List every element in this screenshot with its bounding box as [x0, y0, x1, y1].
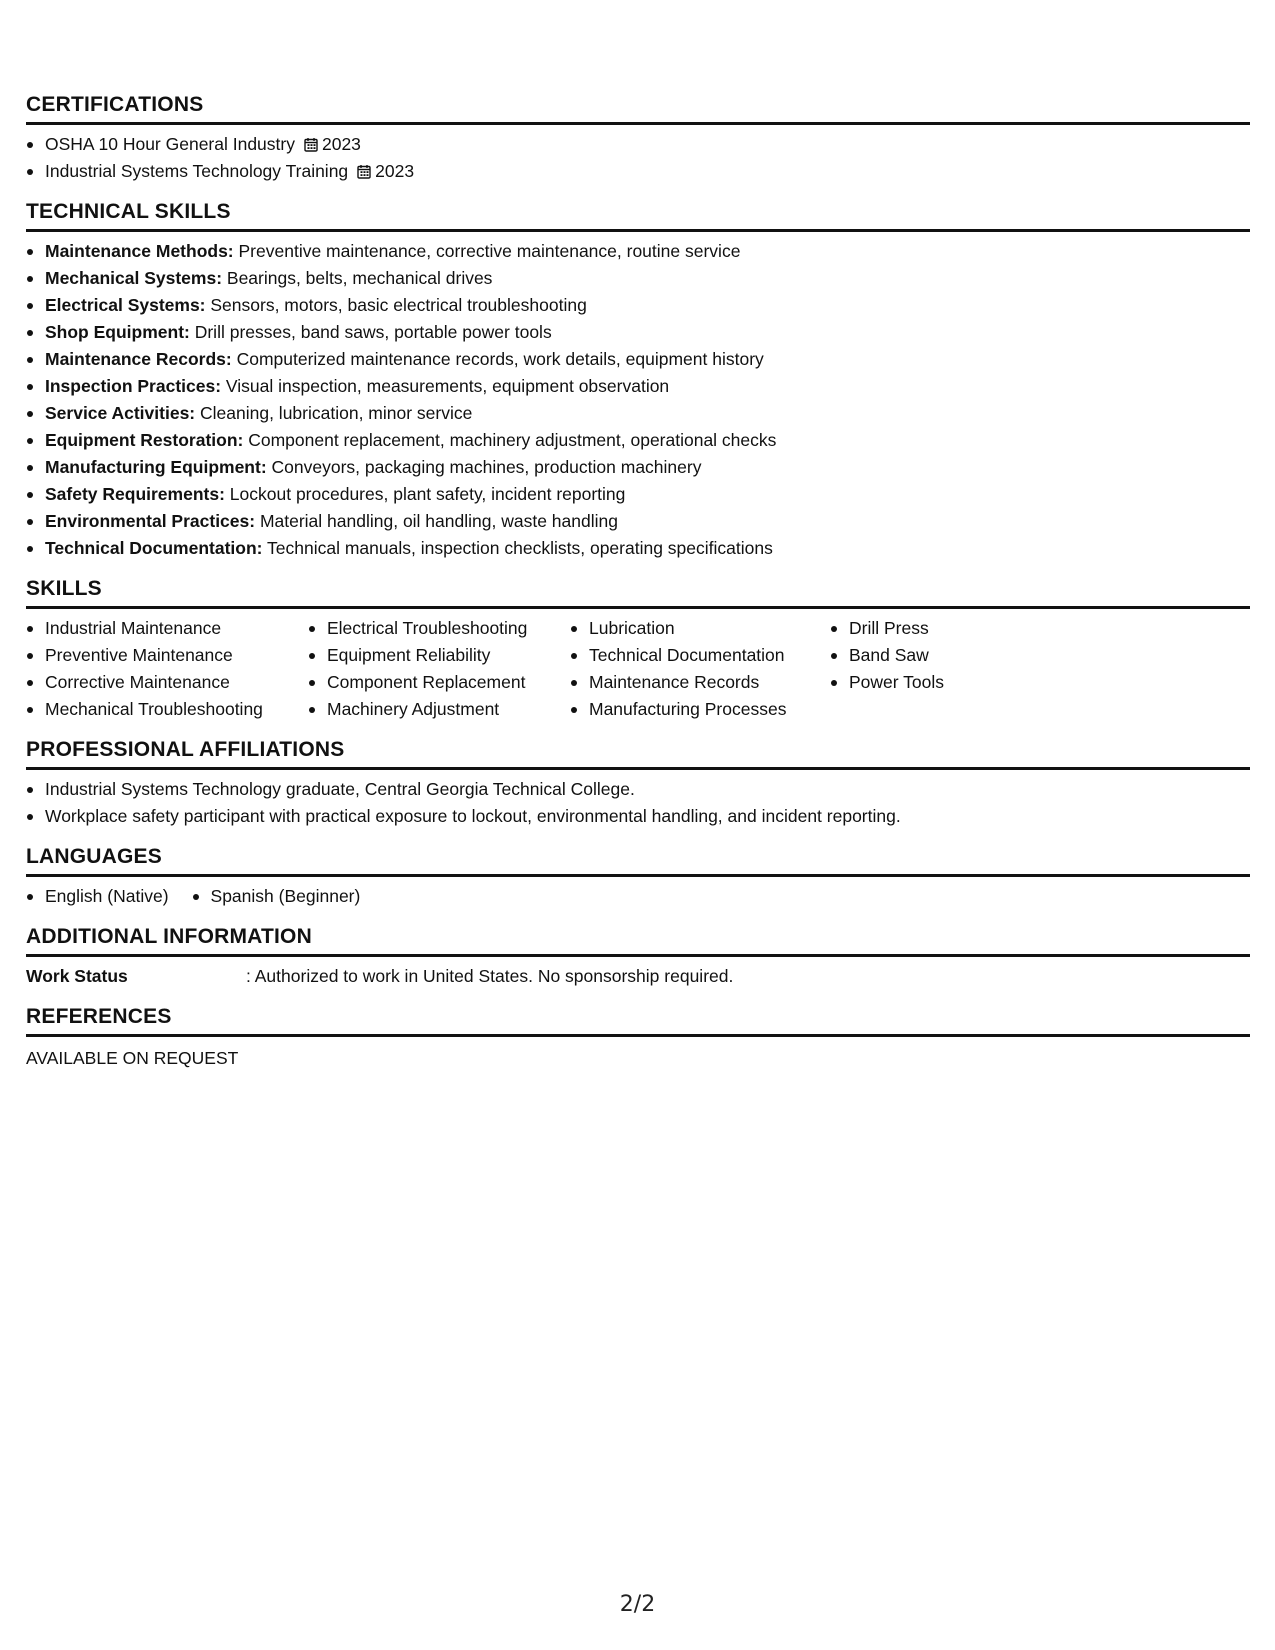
skill-category: Shop Equipment: [45, 322, 190, 342]
skill-details: Computerized maintenance records, work details, equipment history [231, 349, 764, 369]
skill-details: Preventive maintenance, corrective maintenance, routine service [233, 241, 741, 261]
list-item: Machinery Adjustment [308, 696, 570, 723]
work-status-value: : Authorized to work in United States. No sponsorship required. [246, 966, 734, 986]
skill-details: Visual inspection, measurements, equipment observation [221, 376, 670, 396]
skill-category: Service Activities: [45, 403, 196, 423]
skill-details: Technical manuals, inspection checklists, operating specifications [262, 538, 773, 558]
skills-column-2 [308, 615, 570, 723]
skill-category: Maintenance Methods: [45, 241, 234, 261]
list-item [26, 131, 1250, 158]
skill-details: Cleaning, lubrication, minor service [195, 403, 473, 423]
references-text: AVAILABLE ON REQUEST [26, 1048, 239, 1068]
list-item [26, 454, 1250, 481]
certifications-section [26, 92, 1250, 185]
list-item: Spanish (Beginner) [192, 883, 361, 910]
skill-category: Electrical Systems: [45, 295, 206, 315]
calendar-icon [357, 164, 371, 179]
certification-name: Industrial Systems Technology Training [45, 161, 349, 181]
list-item [26, 508, 1250, 535]
list-item: Drill Press [830, 615, 1050, 642]
list-item: English (Native) [26, 883, 169, 910]
certifications-list [26, 131, 1250, 185]
skill-category: Equipment Restoration: [45, 430, 244, 450]
skill-category: Safety Requirements: [45, 484, 225, 504]
affiliations-section [26, 737, 1250, 830]
skill-category: Mechanical Systems: [45, 268, 223, 288]
list-item: Manufacturing Processes [570, 696, 830, 723]
work-status-label: Work Status [26, 966, 128, 986]
list-item: Workplace safety participant with practical exposure to lockout, environmental handling, and incident reporting. [26, 803, 1250, 830]
skills-column-1 [26, 615, 308, 723]
list-item [26, 346, 1250, 373]
skill-category: Maintenance Records: [45, 349, 232, 369]
technical-skills-section [26, 199, 1250, 562]
skills-section [26, 576, 1250, 723]
list-item [26, 400, 1250, 427]
calendar-icon [304, 137, 318, 152]
skills-grid [26, 615, 1250, 723]
work-status-row [26, 963, 1250, 990]
resume-page [26, 92, 1250, 1086]
section-title-languages: LANGUAGES [26, 844, 1250, 877]
languages-list [26, 883, 1250, 910]
list-item [26, 265, 1250, 292]
list-item: Technical Documentation [570, 642, 830, 669]
list-item: Industrial Maintenance [26, 615, 308, 642]
skill-details: Sensors, motors, basic electrical troubleshooting [205, 295, 587, 315]
list-item [26, 373, 1250, 400]
list-item: Maintenance Records [570, 669, 830, 696]
list-item [26, 427, 1250, 454]
certification-name: OSHA 10 Hour General Industry [45, 134, 295, 154]
skill-details: Conveyors, packaging machines, production machinery [266, 457, 702, 477]
list-item: Component Replacement [308, 669, 570, 696]
skill-category: Manufacturing Equipment: [45, 457, 267, 477]
references-section [26, 1004, 1250, 1072]
list-item [26, 319, 1250, 346]
skills-column-3 [570, 615, 830, 723]
skill-details: Lockout procedures, plant safety, incident reporting [224, 484, 626, 504]
list-item: Band Saw [830, 642, 1050, 669]
skill-details: Component replacement, machinery adjustment, operational checks [243, 430, 777, 450]
list-item: Preventive Maintenance [26, 642, 308, 669]
list-item: Corrective Maintenance [26, 669, 308, 696]
list-item: Industrial Systems Technology graduate, Central Georgia Technical College. [26, 776, 1250, 803]
section-title-references: REFERENCES [26, 1004, 1250, 1037]
skills-column-4 [830, 615, 1050, 723]
skill-category: Inspection Practices: [45, 376, 222, 396]
certification-year: 2023 [321, 134, 361, 154]
list-item [26, 535, 1250, 562]
skill-details: Drill presses, band saws, portable power tools [189, 322, 552, 342]
additional-information-section [26, 924, 1250, 990]
list-item: Electrical Troubleshooting [308, 615, 570, 642]
certification-year: 2023 [375, 161, 415, 181]
skill-category: Technical Documentation: [45, 538, 263, 558]
skill-category: Environmental Practices: [45, 511, 256, 531]
section-title-certifications: CERTIFICATIONS [26, 92, 1250, 125]
languages-section [26, 844, 1250, 910]
list-item: Lubrication [570, 615, 830, 642]
list-item [26, 481, 1250, 508]
affiliations-list [26, 776, 1250, 830]
skill-details: Bearings, belts, mechanical drives [222, 268, 493, 288]
list-item: Mechanical Troubleshooting [26, 696, 308, 723]
technical-skills-list [26, 238, 1250, 562]
section-title-additional-information: ADDITIONAL INFORMATION [26, 924, 1250, 957]
list-item: Power Tools [830, 669, 1050, 696]
list-item [26, 158, 1250, 185]
list-item: Equipment Reliability [308, 642, 570, 669]
list-item [26, 238, 1250, 265]
list-item [26, 292, 1250, 319]
skill-details: Material handling, oil handling, waste handling [255, 511, 618, 531]
page-number: 2/2 [619, 1592, 656, 1617]
section-title-skills: SKILLS [26, 576, 1250, 609]
section-title-affiliations: PROFESSIONAL AFFILIATIONS [26, 737, 1250, 770]
section-title-technical-skills: TECHNICAL SKILLS [26, 199, 1250, 232]
